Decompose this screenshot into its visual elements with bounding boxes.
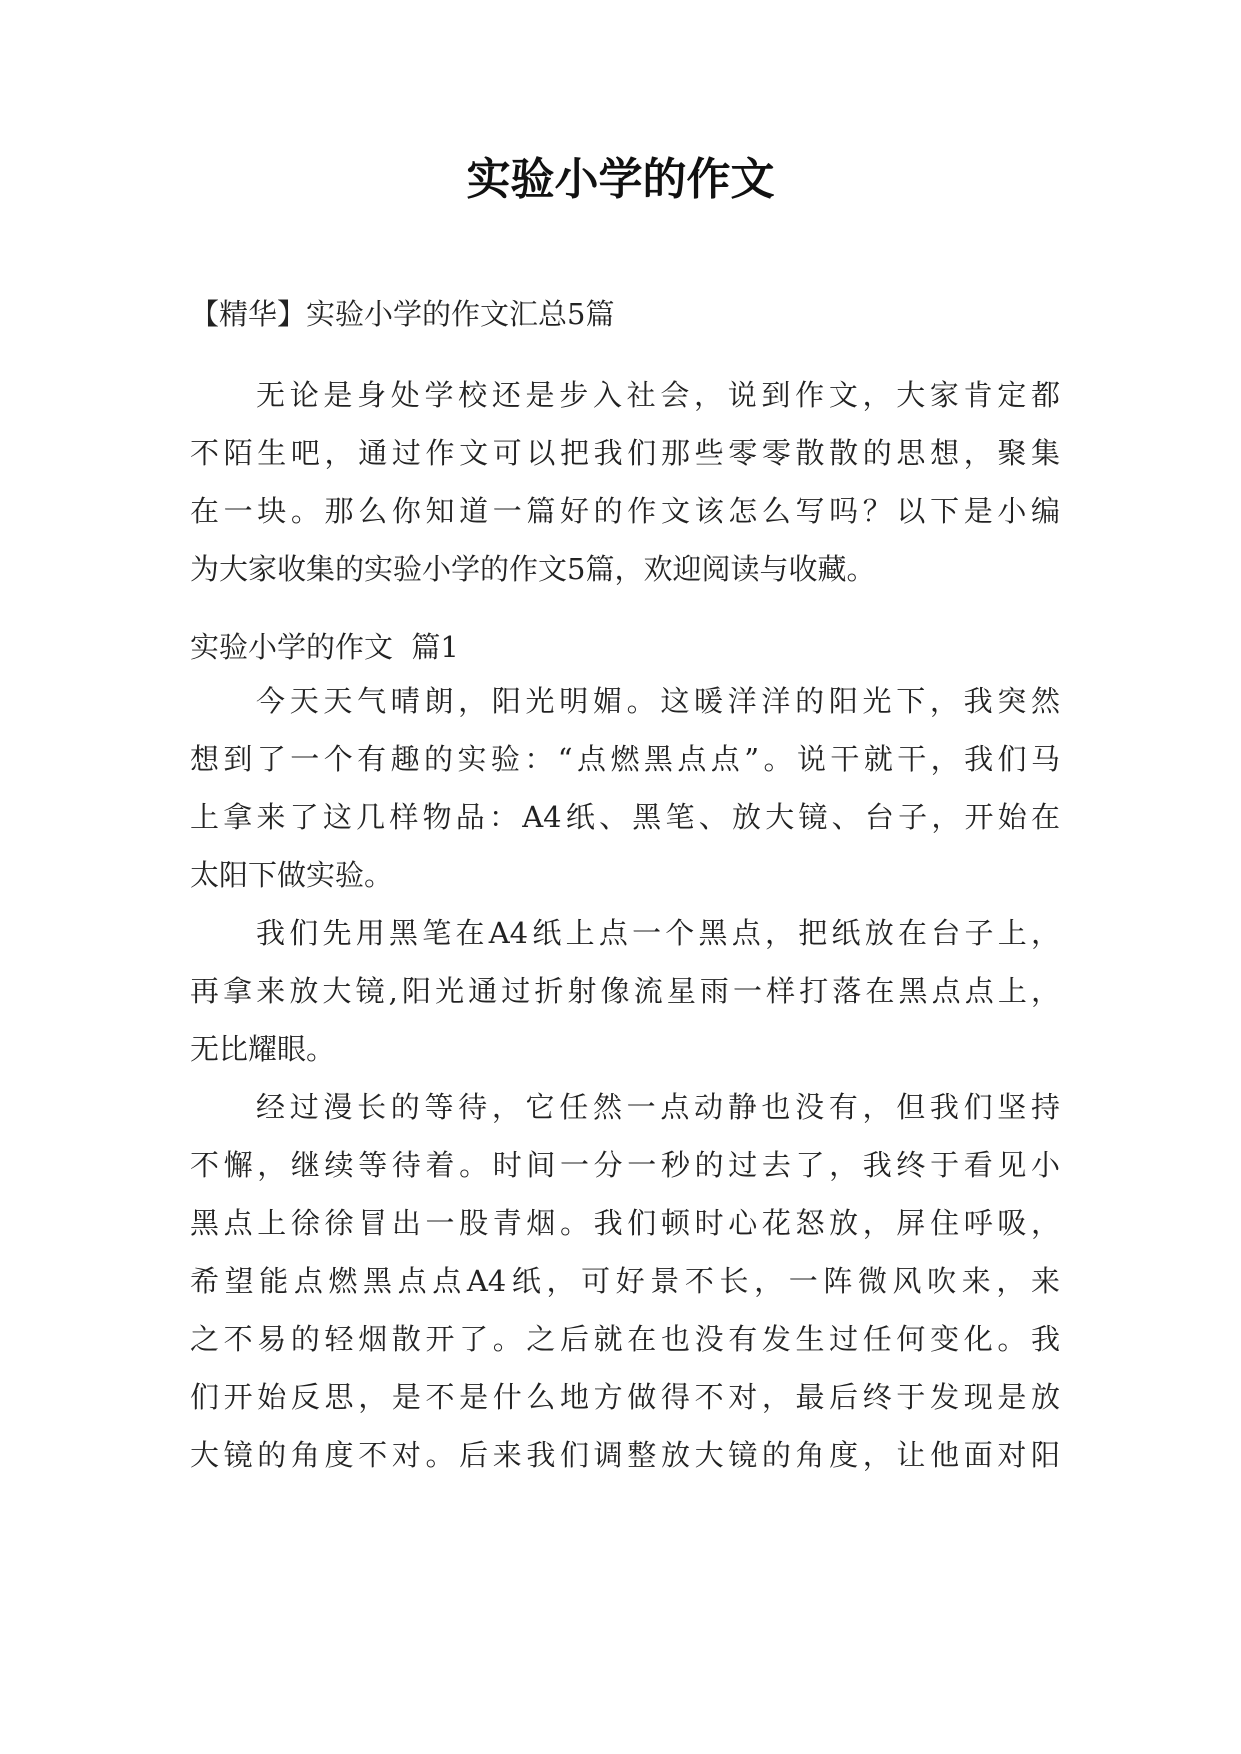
intro-line: 无论是身处学校还是步入社会，说到作文，大家肯定都 bbox=[256, 378, 1060, 412]
section-heading bbox=[190, 618, 1060, 676]
paragraph-1 bbox=[190, 672, 1060, 904]
paragraph-line: 我们先用黑笔在A4纸上点一个黑点，把纸放在台子上， bbox=[256, 916, 1060, 950]
paragraph-line: 黑点上徐徐冒出一股青烟。我们顿时心花怒放，屏住呼吸， bbox=[190, 1206, 1060, 1240]
intro-line: 为大家收集的实验小学的作文5篇，欢迎阅读与收藏。 bbox=[190, 552, 876, 586]
paragraph-line: 大镜的角度不对。后来我们调整放大镜的角度，让他面对阳 bbox=[190, 1438, 1060, 1472]
section-heading-text: 实验小学的作文 篇1 bbox=[190, 630, 459, 664]
paragraph-line: 们开始反思，是不是什么地方做得不对，最后终于发现是放 bbox=[190, 1380, 1060, 1414]
paragraph-line: 希望能点燃黑点点A4纸，可好景不长，一阵微风吹来，来 bbox=[190, 1264, 1060, 1298]
paragraph-line: 无比耀眼。 bbox=[190, 1032, 336, 1066]
paragraph-line: 之不易的轻烟散开了。之后就在也没有发生过任何变化。我 bbox=[190, 1322, 1060, 1356]
intro-paragraph bbox=[190, 366, 1060, 598]
paragraph-line: 今天天气晴朗，阳光明媚。这暖洋洋的阳光下，我突然 bbox=[256, 684, 1060, 718]
paragraph-3 bbox=[190, 1078, 1060, 1484]
intro-line: 不陌生吧，通过作文可以把我们那些零零散散的思想，聚集 bbox=[190, 436, 1060, 470]
paragraph-line: 上拿来了这几样物品：A4纸、黑笔、放大镜、台子，开始在 bbox=[190, 800, 1060, 834]
paragraph-line: 太阳下做实验。 bbox=[190, 858, 394, 892]
paragraph-line: 再拿来放大镜,阳光通过折射像流星雨一样打落在黑点点上， bbox=[190, 974, 1060, 1008]
paragraph-line: 经过漫长的等待，它任然一点动静也没有，但我们坚持 bbox=[256, 1090, 1060, 1124]
document-subtitle: 【精华】实验小学的作文汇总5篇 bbox=[190, 297, 615, 331]
paragraph-line: 想到了一个有趣的实验：“点燃黑点点”。说干就干，我们马 bbox=[190, 742, 1060, 776]
intro-line: 在一块。那么你知道一篇好的作文该怎么写吗？以下是小编 bbox=[190, 494, 1060, 528]
paragraph-line: 不懈，继续等待着。时间一分一秒的过去了，我终于看见小 bbox=[190, 1148, 1060, 1182]
document-title: 实验小学的作文 bbox=[466, 154, 775, 205]
paragraph-2 bbox=[190, 904, 1060, 1078]
